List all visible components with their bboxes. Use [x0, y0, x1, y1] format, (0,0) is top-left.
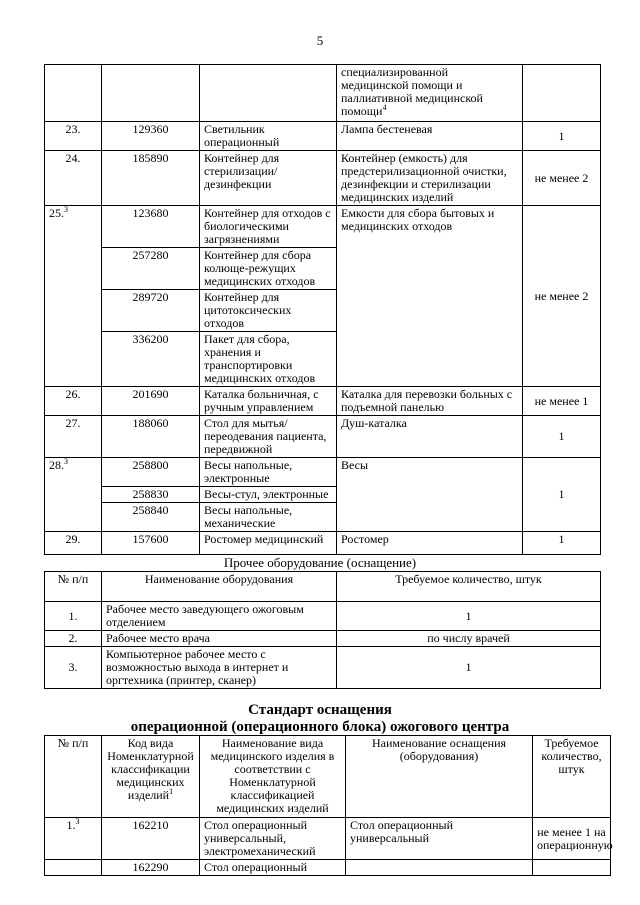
- row-num: 25.$^3$: [45, 206, 102, 387]
- row-qty: не менее 1 на операционную: [533, 818, 611, 860]
- table-row: [45, 206, 601, 248]
- row-name: Ростомер медицинский: [200, 532, 337, 555]
- row-num: 1.$^3$: [45, 818, 102, 860]
- table-row: [45, 387, 601, 416]
- other-equipment-title: Прочее оборудование (оснащение): [223, 555, 417, 570]
- table-header-row: [45, 572, 601, 602]
- table-row: [45, 860, 611, 876]
- row-code: 201690: [102, 387, 200, 416]
- row-name: [200, 65, 337, 122]
- row-num: 23.: [45, 122, 102, 151]
- row-code: 258800: [102, 458, 200, 487]
- row-num: 29.: [45, 532, 102, 555]
- row-code: 185890: [102, 151, 200, 206]
- row-code: 257280: [102, 248, 200, 290]
- row-name: Рабочее место врача: [102, 631, 337, 647]
- row-qty: не менее 2: [523, 206, 601, 387]
- table-row: [45, 532, 601, 555]
- row-code: 162290: [102, 860, 200, 876]
- row-name: Стол для мытья/переодевания пациента, передвижной: [200, 416, 337, 458]
- row-equip: Емкости для сбора бытовых и медицинских отходов: [337, 206, 523, 387]
- row-qty: не менее 1: [523, 387, 601, 416]
- operating-block-table: [44, 735, 611, 876]
- table-row: [45, 65, 601, 122]
- row-name: Рабочее место заведующего ожоговым отделением: [102, 602, 337, 631]
- row-qty: 1: [523, 416, 601, 458]
- row-name: Компьютерное рабочее место с возможностью выхода в интернет и оргтехника (принтер, сканер): [102, 647, 337, 689]
- row-num: 27.: [45, 416, 102, 458]
- row-code: 157600: [102, 532, 200, 555]
- row-equip: Лампа бестеневая: [337, 122, 523, 151]
- row-equip: [346, 860, 533, 876]
- other-equipment-table: [44, 571, 601, 689]
- equipment-table-continued: [44, 64, 601, 555]
- row-qty: 1: [523, 532, 601, 555]
- row-name: Контейнер для стерилизации/дезинфекции: [200, 151, 337, 206]
- table-header-row: [45, 736, 611, 818]
- row-name: Контейнер для отходов с биологическими загрязнениями: [200, 206, 337, 248]
- row-qty: 1: [337, 602, 601, 631]
- row-qty: [523, 65, 601, 122]
- row-equip: Каталка для перевозки больных с подъемной панелью: [337, 387, 523, 416]
- row-qty: 1: [523, 122, 601, 151]
- row-name: Стол операционный: [200, 860, 346, 876]
- row-name: Контейнер для сбора колюще-режущих медицинских отходов: [200, 248, 337, 290]
- row-equip: Ростомер: [337, 532, 523, 555]
- row-equip: Стол операционный универсальный: [346, 818, 533, 860]
- row-name: Весы напольные, механические: [200, 503, 337, 532]
- row-equip: Контейнер (емкость) для предстерилизационной очистки, дезинфекции и стерилизации медицинских изделий: [337, 151, 523, 206]
- header-num: № п/п: [45, 736, 102, 818]
- table-row: [45, 631, 601, 647]
- row-qty: 1: [337, 647, 601, 689]
- header-code: Код вида Номенклатурной классификации медицинских изделий$^1$: [102, 736, 200, 818]
- row-name: Стол операционный универсальный, электромеханический: [200, 818, 346, 860]
- row-num: 3.: [45, 647, 102, 689]
- table-row: [45, 458, 601, 487]
- header-qty: Требуемое количество, штук: [533, 736, 611, 818]
- header-name: Наименование оборудования: [102, 572, 337, 602]
- header-num: № п/п: [45, 572, 102, 602]
- table-row: [45, 122, 601, 151]
- row-name: Контейнер для цитотоксических отходов: [200, 290, 337, 332]
- header-name: Наименование вида медицинского изделия в соответствии с Номенклатурной классификацией медицинских изделий: [200, 736, 346, 818]
- row-num: 24.: [45, 151, 102, 206]
- table-row: [45, 602, 601, 631]
- row-code: 289720: [102, 290, 200, 332]
- standard-title-line1: Стандарт оснащения: [248, 702, 392, 718]
- table-row: [45, 416, 601, 458]
- row-code: 162210: [102, 818, 200, 860]
- row-qty: [533, 860, 611, 876]
- row-equip: Душ-каталка: [337, 416, 523, 458]
- row-equip: Весы: [337, 458, 523, 532]
- row-qty: не менее 2: [523, 151, 601, 206]
- row-code: 129360: [102, 122, 200, 151]
- row-code: 258840: [102, 503, 200, 532]
- row-code: 188060: [102, 416, 200, 458]
- header-equip: Наименование оснащения (оборудования): [346, 736, 533, 818]
- row-num: 1.: [45, 602, 102, 631]
- standard-title-line2: операционной (операционного блока) ожогового центра: [130, 719, 510, 735]
- row-name: Светильник операционный: [200, 122, 337, 151]
- row-qty: 1: [523, 458, 601, 532]
- row-qty: по числу врачей: [337, 631, 601, 647]
- header-qty: Требуемое количество, штук: [337, 572, 601, 602]
- row-num: 2.: [45, 631, 102, 647]
- page-number: 5: [316, 33, 324, 48]
- row-name: Весы-стул, электронные: [200, 487, 337, 503]
- row-num: 26.: [45, 387, 102, 416]
- row-num: [45, 65, 102, 122]
- row-name: Весы напольные, электронные: [200, 458, 337, 487]
- row-num: [45, 860, 102, 876]
- row-name: Пакет для сбора, хранения и транспортировки медицинских отходов: [200, 332, 337, 387]
- table-row: [45, 818, 611, 860]
- row-code: 336200: [102, 332, 200, 387]
- row-num: 28.$^3$: [45, 458, 102, 532]
- row-code: 123680: [102, 206, 200, 248]
- table-row: [45, 647, 601, 689]
- row-code: [102, 65, 200, 122]
- row-name: Каталка больничная, с ручным управлением: [200, 387, 337, 416]
- table-row: [45, 151, 601, 206]
- row-equip: специализированной медицинской помощи и паллиативной медицинской помощи$^4$: [337, 65, 523, 122]
- row-code: 258830: [102, 487, 200, 503]
